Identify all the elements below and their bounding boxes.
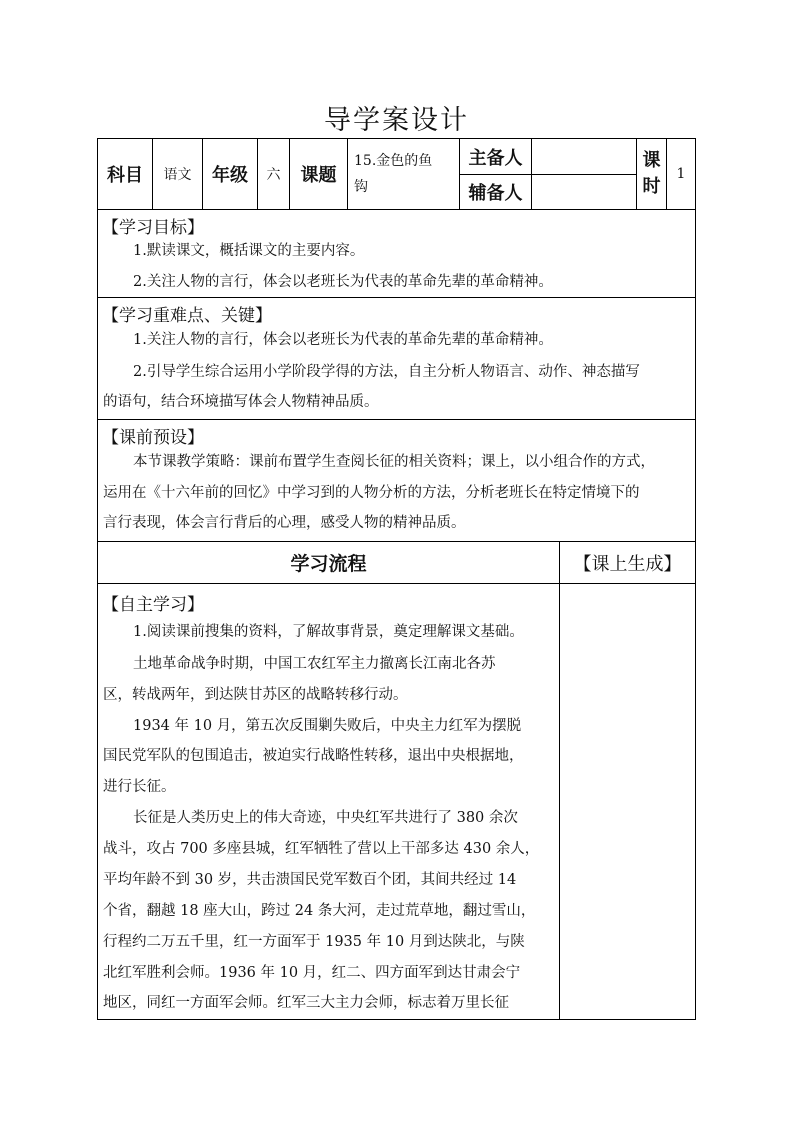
self-study-column <box>98 584 560 1019</box>
flow-left-header <box>98 542 560 583</box>
period-label <box>637 139 667 209</box>
self-study-line: 土地革命战争时期，中国工农红军主力撤离长江南北各苏 <box>133 656 496 672</box>
goals-title: 【学习目标】 <box>102 218 204 238</box>
goal-item: 1.默读课文，概括课文的主要内容。 <box>133 243 365 259</box>
in-class-header: 【课上生成】 <box>573 553 682 575</box>
main-preparer-value <box>532 139 637 175</box>
period-label-line2: 时 <box>642 176 661 197</box>
assistant-preparer-value <box>532 175 637 209</box>
self-study-line: 地区，同红一方面军会师。红军三大主力会师，标志着万里长征 <box>103 995 509 1011</box>
topic-value-line2: 钩 <box>354 179 368 195</box>
self-study-title: 【自主学习】 <box>102 595 204 615</box>
in-class-column <box>560 584 695 1019</box>
period-label-line1: 课 <box>642 150 661 171</box>
self-study-line: 长征是人类历史上的伟大奇迹，中央红军共进行了 380 余次 <box>133 810 518 826</box>
self-study-line: 进行长征。 <box>103 779 176 795</box>
assistant-preparer-label: 辅备人 <box>460 175 532 209</box>
self-study-line: 行程约二万五千里，红一方面军于 1935 年 10 月到达陕北，与陕 <box>103 934 525 950</box>
preview-line: 言行表现，体会言行背后的心理，感受人物的精神品质。 <box>103 515 466 531</box>
self-study-line: 平均年龄不到 30 岁，共击溃国民党军数百个团，其间共经过 14 <box>103 872 517 888</box>
self-study-line: 战斗，攻占 700 多座县城，红军牺牲了营以上干部多达 430 余人， <box>103 841 540 857</box>
topic-value-line1: 15.金色的鱼 <box>354 153 433 169</box>
self-study-line: 区，转战两年，到达陕甘苏区的战略转移行动。 <box>103 687 408 703</box>
topic-value <box>348 139 460 209</box>
goals-section <box>97 210 696 298</box>
preview-line: 运用在《十六年前的回忆》中学习到的人物分析的方法，分析老班长在特定情境下的 <box>103 485 640 501</box>
flow-content <box>97 584 696 1020</box>
subject-value: 语文 <box>153 139 203 209</box>
main-preparer-label: 主备人 <box>460 139 532 175</box>
topic-label: 课题 <box>290 139 348 209</box>
goal-item: 2.关注人物的言行，体会以老班长为代表的革命先辈的革命精神。 <box>133 274 553 290</box>
grade-value: 六 <box>258 139 290 209</box>
header-table <box>97 138 696 210</box>
preview-title: 【课前预设】 <box>102 428 204 448</box>
key-points-title: 【学习重难点、关键】 <box>102 306 272 326</box>
self-study-line: 北红军胜利会师。1936 年 10 月，红二、四方面军到达甘肃会宁 <box>103 965 521 981</box>
self-study-line: 1934 年 10 月，第五次反围剿失败后，中央主力红军为摆脱 <box>133 718 522 734</box>
key-point-line: 1.关注人物的言行，体会以老班长为代表的革命先辈的革命精神。 <box>133 332 553 348</box>
flow-header-row <box>97 542 696 584</box>
period-value: 1 <box>676 166 686 182</box>
key-points-section <box>97 298 696 420</box>
self-study-line: 国民党军队的包围追击，被迫实行战略性转移，退出中央根据地， <box>103 748 524 764</box>
self-study-line: 个省，翻越 18 座大山，跨过 24 条大河，走过荒草地，翻过雪山， <box>103 903 536 919</box>
self-study-line: 1.阅读课前搜集的资料，了解故事背景，奠定理解课文基础。 <box>133 624 524 640</box>
key-point-line: 的语句，结合环境描写体会人物精神品质。 <box>103 394 379 410</box>
key-point-line: 2.引导学生综合运用小学阶段学得的方法，自主分析人物语言、动作、神态描写 <box>133 364 640 380</box>
subject-label: 科目 <box>98 139 153 209</box>
grade-label: 年级 <box>203 139 258 209</box>
page-title: 导学案设计 <box>324 105 469 136</box>
flow-title: 学习流程 <box>290 553 367 575</box>
preview-line: 本节课教学策略：课前布置学生查阅长征的相关资料；课上，以小组合作的方式， <box>133 454 655 470</box>
preview-section <box>97 420 696 542</box>
